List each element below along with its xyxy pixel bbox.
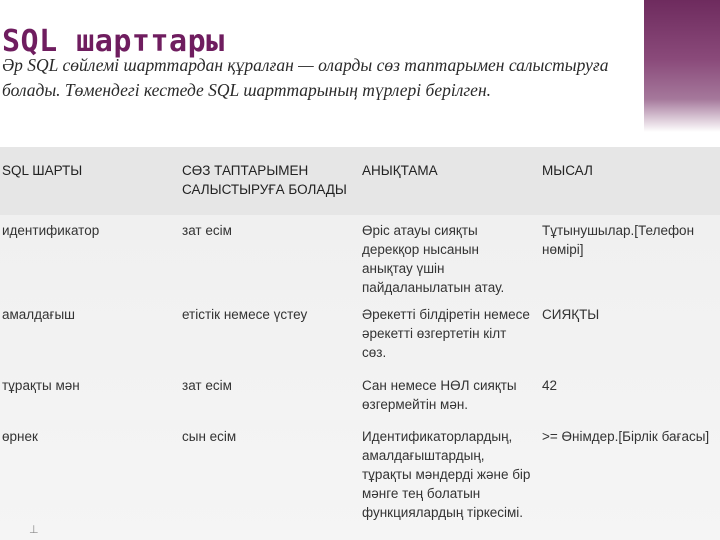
pin-icon: ⊥ xyxy=(29,523,39,536)
row-3-part-of-speech: зат есім xyxy=(182,378,232,393)
slide-header xyxy=(0,0,644,132)
row-2-definition: Әрекетті білдіретін немесе әрекетті өзгертетін кілт сөз. xyxy=(362,307,530,360)
row-2-part-of-speech: етістік немесе үстеу xyxy=(182,307,308,322)
row-3-example: 42 xyxy=(542,378,558,393)
intro-text: Әр SQL сөйлемі шарттардан құралған — оларды сөз таптарымен салыстыруға болады. Төмендегі кестеде SQL шарттарының түрлері берілген. xyxy=(2,55,609,100)
row-2-example: СИЯҚТЫ xyxy=(542,307,600,322)
accent-strip xyxy=(644,0,720,132)
row-3-definition: Сан немесе НӨЛ сияқты өзгермейтін мән. xyxy=(362,378,517,412)
header-definition: АНЫҚТАМА xyxy=(362,163,438,178)
header-part-of-speech: СӨЗ ТАПТАРЫМЕН САЛЫСТЫРУҒА БОЛАДЫ xyxy=(182,163,347,197)
header-sql-condition: SQL ШАРТЫ xyxy=(2,163,83,178)
row-3-condition: тұрақты мән xyxy=(2,378,80,393)
row-1-condition: идентификатор xyxy=(2,223,100,238)
row-1-example: Тұтынушылар.[Телефон нөмірі] xyxy=(542,223,695,257)
conditions-table xyxy=(0,147,720,540)
row-1-definition: Өріс атауы сияқты дерекқор нысанын анықтау үшін пайдаланылатын атау. xyxy=(362,223,505,295)
header-example: МЫСАЛ xyxy=(542,163,593,178)
row-4-definition: Идентификаторлардың, амалдағыштардың, тұрақты мәндерді және бір мәнге тең болатын функциялардың тіркесімі. xyxy=(362,429,531,520)
row-1-part-of-speech: зат есім xyxy=(182,223,232,238)
row-2-condition: амалдағыш xyxy=(2,307,76,322)
row-4-condition: өрнек xyxy=(2,429,38,444)
slide-title: SQL шарттары xyxy=(2,24,225,59)
row-4-example: >= Өнімдер.[Бірлік бағасы] xyxy=(542,429,710,444)
row-4-part-of-speech: сын есім xyxy=(182,429,237,444)
